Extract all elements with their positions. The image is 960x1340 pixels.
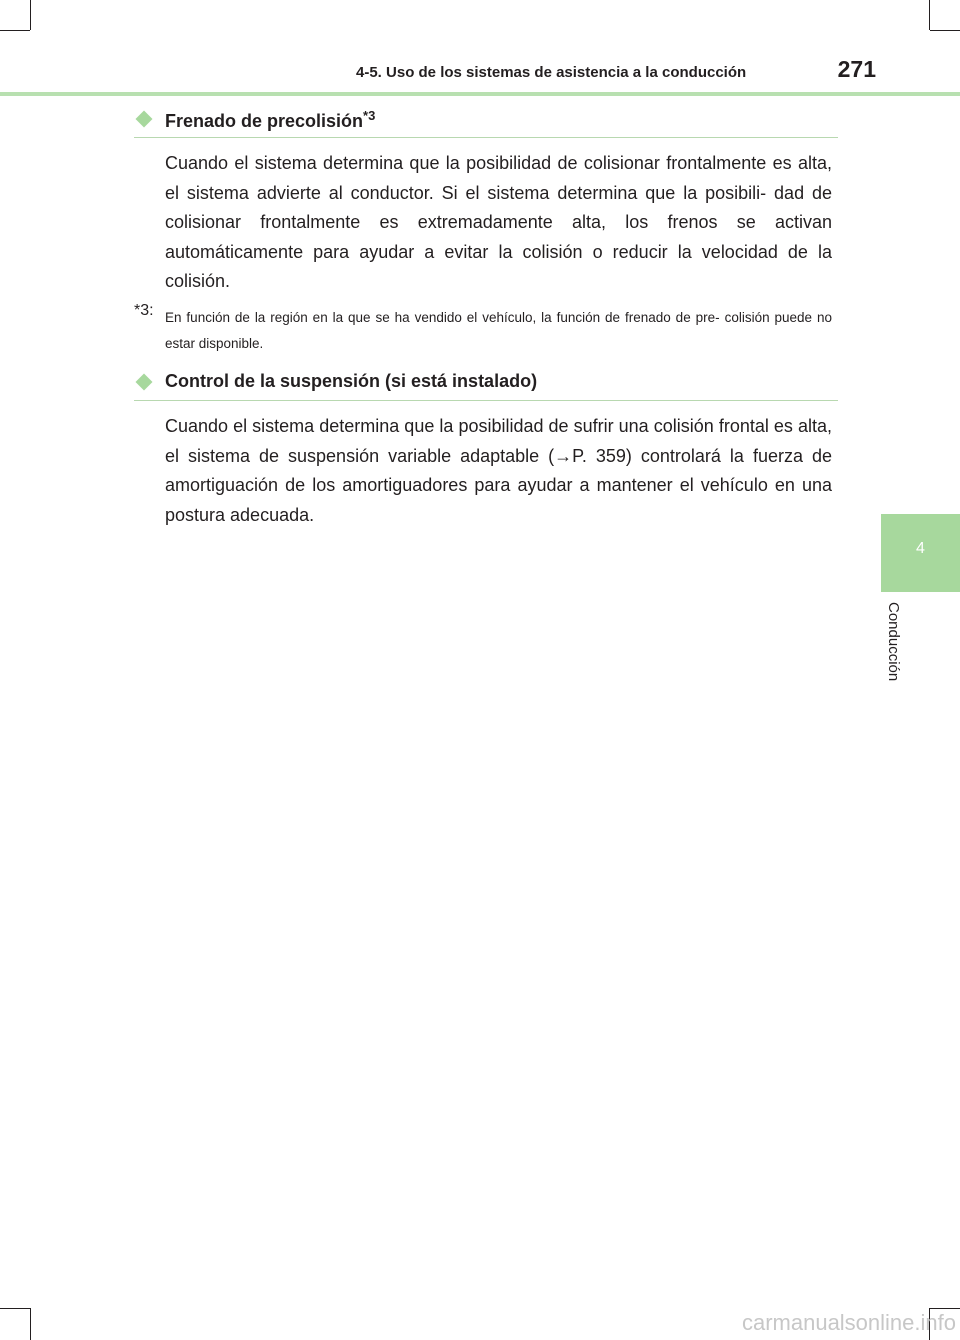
chapter-tab bbox=[881, 514, 960, 592]
section-heading-precollision-braking bbox=[134, 106, 838, 136]
crop-mark bbox=[929, 0, 930, 30]
crop-mark bbox=[930, 30, 960, 31]
section-rule bbox=[134, 137, 838, 138]
crop-mark bbox=[930, 1308, 960, 1309]
diamond-bullet-icon bbox=[136, 374, 153, 391]
section-heading-suspension-control bbox=[134, 369, 838, 399]
footnote-reference: *3 bbox=[363, 108, 376, 123]
footnote-text: En función de la región en la que se ha vendido el vehículo, la función de frenado de pre- colisión puede no estar disponible. bbox=[165, 310, 832, 351]
crop-mark bbox=[30, 0, 31, 30]
section-heading-label: Control de la suspensión (si está instalado) bbox=[165, 371, 538, 391]
section-body-precollision-braking: Cuando el sistema determina que la posibilidad de colisionar frontalmente es alta, el sistema advierte al conductor. Si el sistema determina que la posibili- dad de colisionar frontalmente es extremadamente alta, los frenos se activan automáticamente para ayudar a evitar la colisión o reducir la velocidad de la colisión. bbox=[165, 153, 832, 291]
chapter-tab-number: 4 bbox=[916, 540, 925, 557]
section-rule bbox=[134, 400, 838, 401]
diamond-bullet-icon bbox=[136, 111, 153, 128]
crop-mark bbox=[0, 1308, 30, 1309]
section-heading-label: Frenado de precolisión$^{*3}$ bbox=[165, 108, 376, 131]
watermark: carmanualsonline.info bbox=[741, 1310, 956, 1335]
page-number: 271 bbox=[837, 56, 876, 82]
crop-mark bbox=[30, 1308, 31, 1340]
header-rule bbox=[0, 92, 960, 96]
section-body-suspension-control: Cuando el sistema determina que la posibilidad de sufrir una colisión frontal es alta, el sistema de suspensión variable adaptable (→P. 359) controlará la fuerza de amortiguación de los amortiguadores para ayudar a mantener el vehículo en una postura adecuada. bbox=[165, 416, 832, 525]
running-header-title: 4-5. Uso de los sistemas de asistencia a la conducción bbox=[356, 64, 747, 81]
crop-mark bbox=[0, 30, 30, 31]
footnote-mark: *3: bbox=[134, 302, 154, 319]
